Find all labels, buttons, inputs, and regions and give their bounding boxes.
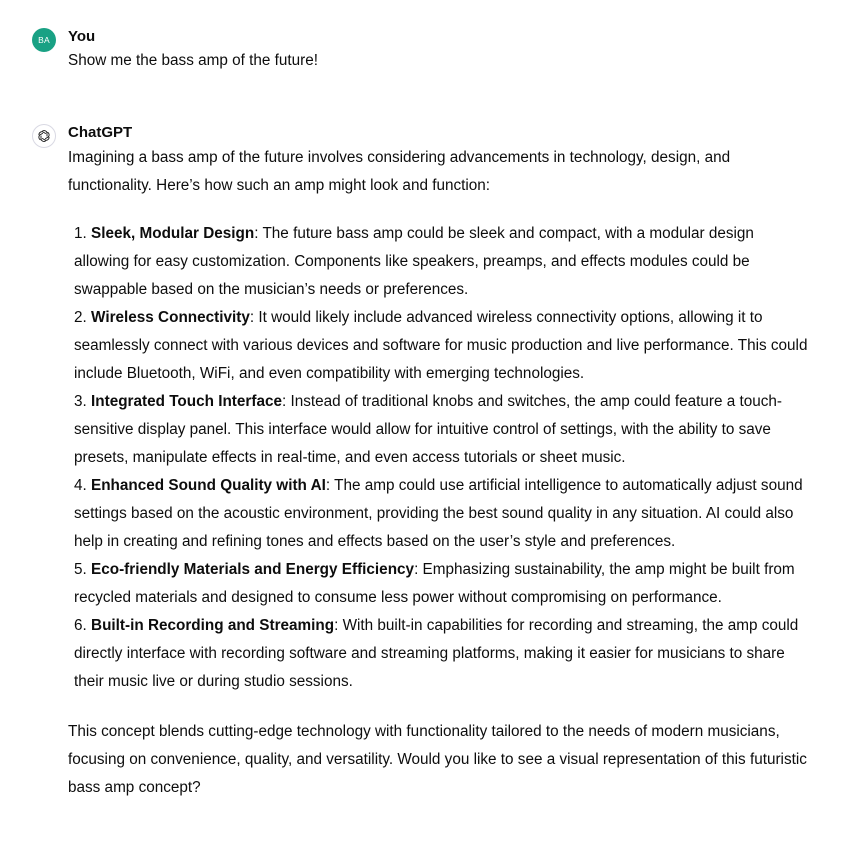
list-item-title: Enhanced Sound Quality with AI [91, 477, 326, 494]
response-outro: This concept blends cutting-edge technology with functionality tailored to the needs of modern musicians, focusing on convenience, quality, and versatility. Would you like to see a visual representation of this futuristic bass amp concept? [68, 723, 807, 796]
list-item-number: 2. [74, 309, 92, 326]
list-item [74, 556, 813, 612]
list-item-number: 4. [74, 477, 92, 494]
assistant-avatar [32, 124, 56, 148]
list-item-number: 1. [74, 225, 92, 242]
list-item-title: Sleek, Modular Design [91, 225, 255, 242]
list-item-text: : The future bass amp could be sleek and compact, with a modular design allowing for easy customization. Components like speakers, preamps, and effects modules could be swappable based on the musician’s needs or preferences. [74, 225, 754, 298]
list-item-title: Wireless Connectivity [91, 309, 250, 326]
list-item-title: Integrated Touch Interface [91, 393, 282, 410]
feature-list [68, 220, 813, 696]
list-item [74, 220, 813, 304]
list-item-text: : Instead of traditional knobs and switches, the amp could feature a touch-sensitive display panel. This interface would allow for intuitive control of settings, with the ability to save presets, manipulate effects in real-time, and even access tutorials or sheet music. [74, 393, 782, 466]
list-item [74, 612, 813, 696]
assistant-author-name: ChatGPT [68, 124, 133, 141]
response-intro: Imagining a bass amp of the future involves considering advancements in technology, design, and functionality. Here’s how such an amp might look and function: [68, 149, 731, 194]
user-message-text: Show me the bass amp of the future! [68, 52, 318, 69]
list-item-number: 5. [74, 561, 92, 578]
list-item-text: : Emphasizing sustainability, the amp might be built from recycled materials and designed to consume less power without compromising on performance. [74, 561, 795, 606]
list-item-text: : The amp could use artificial intelligence to automatically adjust sound settings based on the acoustic environment, providing the best sound quality in any situation. AI could also help in creating and refining tones and effects based on the user’s style and preferences. [74, 477, 803, 550]
user-message-content [68, 48, 813, 74]
user-author-name: You [68, 28, 96, 45]
user-avatar [32, 28, 56, 52]
list-item [74, 472, 813, 556]
list-item-title: Built-in Recording and Streaming [91, 617, 335, 634]
list-item-number: 3. [74, 393, 92, 410]
list-item [74, 304, 813, 388]
list-item-text: : It would likely include advanced wireless connectivity options, allowing it to seamlessly connect with various devices and software for music production and live performance. This could include Bluetooth, WiFi, and even compatibility with emerging technologies. [74, 309, 808, 382]
list-item-text: : With built-in capabilities for recording and streaming, the amp could directly interface with recording software and streaming platforms, making it easier for musicians to share their music live or during studio sessions. [74, 617, 799, 690]
list-item [74, 388, 813, 472]
assistant-message-content [68, 144, 813, 802]
user-avatar-initials: BA [38, 35, 50, 45]
list-item-title: Eco-friendly Materials and Energy Efficiency [91, 561, 415, 578]
list-item-number: 6. [74, 617, 92, 634]
openai-logo-icon [36, 128, 52, 144]
